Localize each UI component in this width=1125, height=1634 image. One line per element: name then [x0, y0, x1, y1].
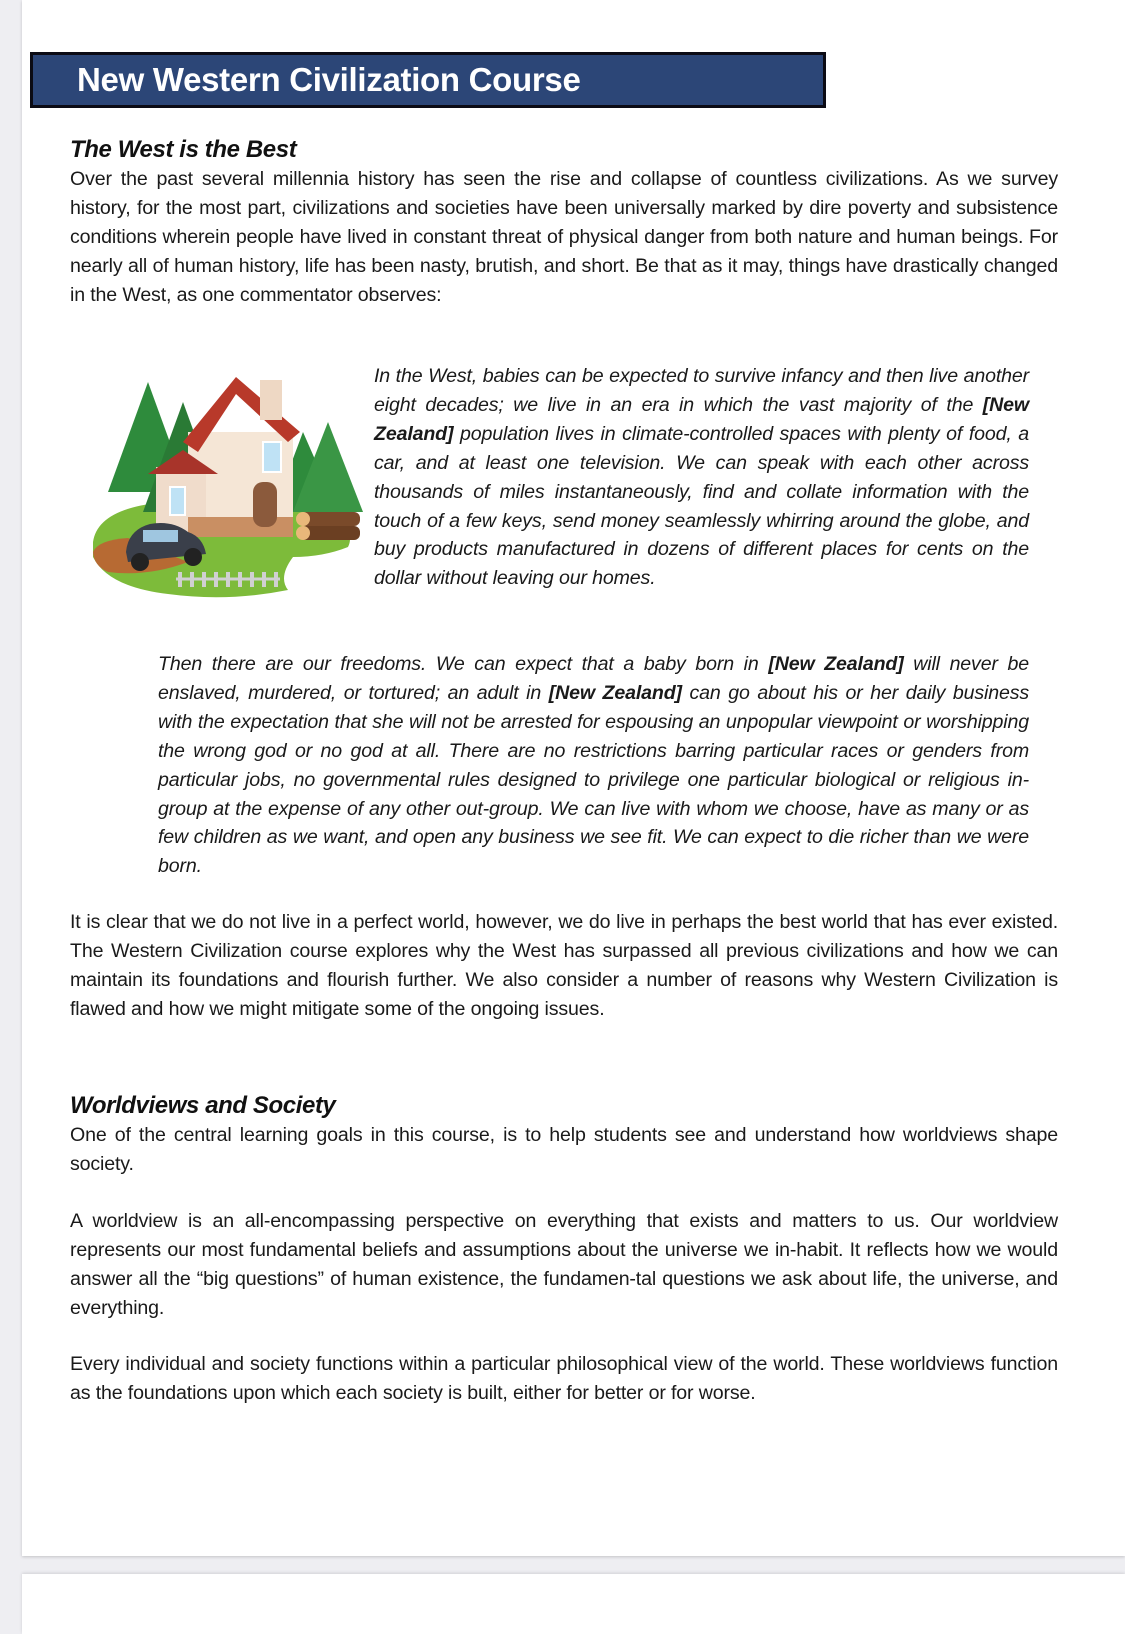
quote-text: can go about his or her daily business with the expectation that she will not be arrested for espousing an unpopular viewpoint or worshipping the wrong god or no god at all. There are no restrictions barring particular races or genders from particular jobs, no governmental rules designed to privilege one particular biological or religious in-group at the expense of any other out-group. We can live with whom we choose, have as many or as few children as we want, and open any business we see fit. We can expect to die richer than we were born. — [158, 681, 1029, 878]
quote-block-2 — [158, 650, 1029, 881]
section-heading: Worldviews and Society — [70, 1092, 336, 1119]
body-paragraph: Every individual and society functions within a particular philosophical view of the world. These worldviews function as the foundations upon which each society is built, either for better or for worse. — [70, 1353, 1058, 1405]
intro-paragraph: Over the past several millennia history has seen the rise and collapse of countless civilizations. As we survey history, for the most part, civilizations and societies have been universally marked by dire poverty and subsistence conditions wherein people have lived in constant threat of physical danger from both nature and human beings. For nearly all of human history, life has been nasty, brutish, and short. Be that as it may, things have drastically changed in the West, as one commentator observes: — [70, 168, 1058, 306]
body-paragraph: One of the central learning goals in this course, is to help students see and understand how worldviews shape society. — [70, 1124, 1058, 1175]
section-heading: The West is the Best — [70, 136, 297, 163]
title-banner — [30, 52, 826, 108]
quote-emphasis: [New Zealand] — [768, 653, 904, 675]
document-title: New Western Civilization Course — [77, 61, 581, 98]
section-west-is-best — [70, 136, 1058, 310]
quote-emphasis: [New Zealand] — [548, 681, 682, 704]
quote-block-1 — [374, 362, 1029, 593]
quote-text: In the West, babies can be expected to survive infancy and then live another eight decades; we live in an era in which the vast majority of the — [374, 365, 1029, 416]
quote-text: Then there are our freedoms. We can expect that a baby born in — [158, 653, 769, 675]
house-illustration — [88, 362, 368, 602]
section-worldviews — [70, 1092, 1058, 1408]
conclusion-paragraph: It is clear that we do not live in a perfect world, however, we do live in perhaps the best world that has ever existed. The Western Civilization course explores why the West has surpassed all previous civilizations and how we can maintain its foundations and flourish further. We also consider a number of reasons why Western Civilization is flawed and how we might mitigate some of the ongoing issues. — [70, 911, 1058, 1020]
conclusion-block — [70, 908, 1058, 1024]
quote-text: population lives in climate-controlled spaces with plenty of food, a car, and at least one television. We can speak with each other across thousands of miles instantaneously, find and collate information with the touch of a few keys, send money seamlessly whirring around the globe, and buy products manufactured in dozens of different places for cents on the dollar without leaving our homes. — [374, 422, 1029, 590]
quote-text: will never be enslaved, murdered, or tortured; an adult in — [158, 653, 1030, 704]
quote-emphasis: [New Zealand] — [374, 393, 1029, 445]
body-paragraph: A worldview is an all-encompassing perspective on everything that exists and matters to us. Our worldview represents our most fundamental beliefs and assumptions about the universe we in-habit. It reflects how we would answer all the “big questions” of human existence, the fundamen-tal questions we ask about life, the universe, and everything. — [70, 1209, 1058, 1319]
next-document-page — [22, 1574, 1125, 1634]
